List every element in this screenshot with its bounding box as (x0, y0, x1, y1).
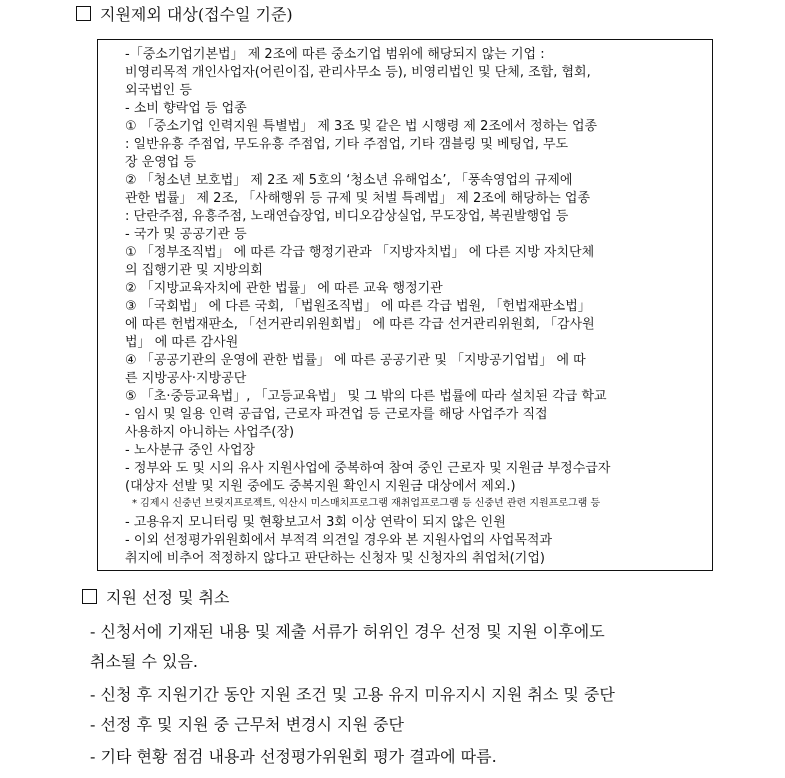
selection-line: - 신청 후 지원기간 동안 지원 조건 및 고용 유지 미유지시 지원 취소 및 중단 (90, 685, 615, 704)
section2-title: 지원 선정 및 취소 (106, 588, 230, 607)
exclusion-line: ⑤ 「초·중등교육법」, 「고등교육법」 및 그 밖의 다른 법률에 따라 설치된 각급 학교 (125, 389, 607, 404)
exclusion-line: 취지에 비추어 적정하지 않다고 판단하는 신청자 및 신청자의 취업처(기업) (125, 551, 545, 566)
exclusion-line: 외국법인 등 (125, 83, 192, 98)
selection-line: - 기타 현황 점검 내용과 선정평가위원회 평가 결과에 따름. (90, 747, 497, 766)
exclusion-line: : 일반유흥 주점업, 무도유흥 주점업, 기타 주점업, 기타 갬블링 및 베팅업, 무도 (125, 137, 569, 152)
section2-heading (82, 588, 229, 608)
exclusion-line: ③ 「국회법」 에 다른 국회, 「법원조직법」 에 따른 각급 법원, 「헌법재판소법」 (125, 299, 591, 314)
exclusion-line: 비영리목적 개인사업자(어린이집, 관리사무소 등), 비영리법인 및 단체, 조합, 협회, (125, 65, 591, 80)
exclusion-line: ② 「지방교육자치에 관한 법률」 에 따른 교육 행정기관 (125, 281, 443, 296)
exclusion-line: ① 「중소기업 인력지원 특별법」 제 3조 및 같은 법 시행령 제 2조에서 정하는 업종 (125, 119, 598, 134)
exclusion-line: : 단란주점, 유흥주점, 노래연습장업, 비디오감상실업, 무도장업, 복권발행업 등 (125, 209, 569, 224)
selection-line: - 선정 후 및 지원 중 근무처 변경시 지원 중단 (90, 715, 404, 734)
exclusion-line: 른 지방공사·지방공단 (125, 371, 247, 386)
exclusion-line: 의 집행기관 및 지방의회 (125, 263, 263, 278)
exclusion-note: * 김제시 신중년 브릿지프로젝트, 익산시 미스매치프로그램 재취업프로그램 등 신중년 관련 지원프로그램 등 (132, 498, 601, 509)
exclusion-line: - 소비 향락업 등 업종 (125, 101, 247, 116)
selection-line: 취소될 수 있음. (90, 652, 198, 671)
exclusion-line: ① 「정부조직법」 에 따른 각급 행정기관과 「지방자치법」 에 다른 지방 자치단체 (125, 245, 595, 260)
exclusion-line: - 노사분규 중인 사업장 (125, 443, 256, 458)
exclusion-line: - 고용유지 모니터링 및 현황보고서 3회 이상 연락이 되지 않은 인원 (125, 515, 506, 530)
selection-line: - 신청서에 기재된 내용 및 제출 서류가 허위인 경우 선정 및 지원 이후에도 (90, 622, 605, 641)
exclusion-line: 에 따른 헌법재판소, 「선거관리위원회법」 에 따른 각급 선거관리위원회, 「감사원 (125, 317, 595, 332)
exclusion-line: - 이외 선정평가위원회에서 부적격 의견일 경우와 본 지원사업의 사업목적과 (125, 533, 553, 548)
exclusion-line: ④ 「공공기관의 운영에 관한 법률」 에 따른 공공기관 및 「지방공기업법」 에 따 (125, 353, 586, 368)
exclusion-line: ② 「청소년 보호법」 제 2조 제 5호의 ‘청소년 유해업소’, 「풍속영업의 규제에 (125, 173, 573, 188)
exclusion-line: - 정부와 도 및 시의 유사 지원사업에 중복하여 참여 중인 근로자 및 지원금 부정수급자 (125, 461, 611, 476)
exclusion-line: - 국가 및 공공기관 등 (125, 227, 247, 242)
exclusion-line: -「중소기업기본법」 제 2조에 따른 중소기업 범위에 해당되지 않는 기업 : (125, 47, 545, 62)
exclusion-line: 사용하지 아니하는 사업주(장) (125, 425, 295, 440)
exclusion-line: (대상자 선발 및 지원 중에도 중복지원 확인시 지원금 대상에서 제외.) (125, 479, 516, 494)
checkbox-square-icon (82, 589, 97, 604)
exclusion-line: 관한 법률」 제 2조, 「사해행위 등 규제 및 처벌 특례법」 제 2조에 해당하는 업종 (125, 191, 591, 206)
section1-heading (76, 5, 293, 25)
checkbox-square-icon (76, 6, 91, 21)
section1-title: 지원제외 대상(접수일 기준) (100, 5, 293, 24)
exclusion-line: 장 운영업 등 (125, 155, 197, 170)
exclusion-line: - 임시 및 일용 인력 공급업, 근로자 파견업 등 근로자를 해당 사업주가 직접 (125, 407, 548, 422)
exclusion-line: 법」 에 따른 감사원 (125, 335, 239, 350)
